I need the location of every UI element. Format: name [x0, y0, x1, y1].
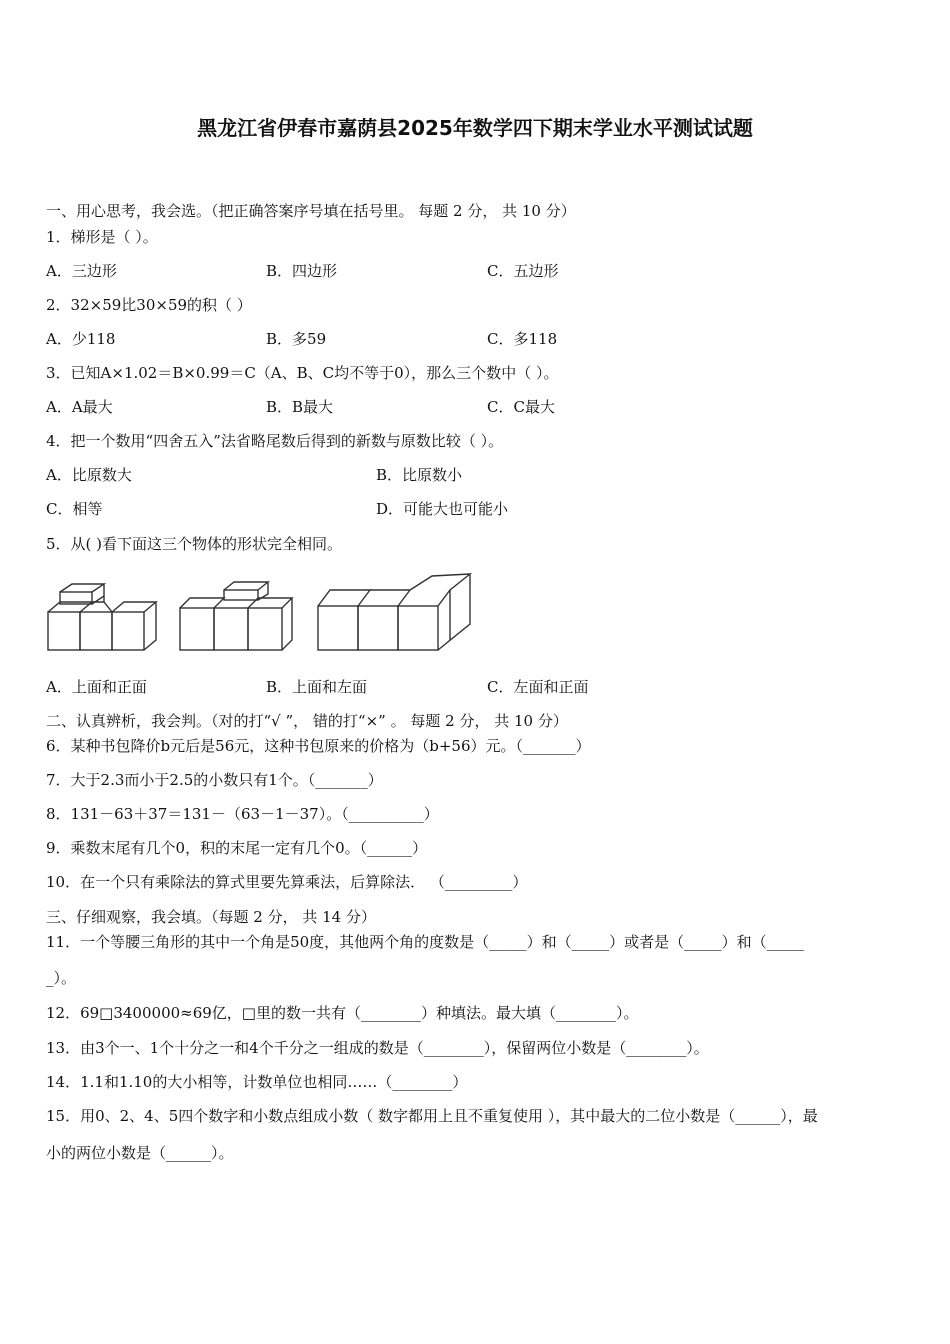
- question-5: 5．从( )看下面这三个物体的形状完全相同。: [46, 535, 343, 553]
- q2-option-a: A．少118: [46, 330, 116, 348]
- q5-option-a: A．上面和正面: [46, 678, 147, 696]
- q1-option-c: C．五边形: [487, 262, 559, 280]
- question-15-line-1: 15．用0、2、4、5四个数字和小数点组成小数（ 数字都用上且不重复使用 ），其中最大的二位小数是（______），最: [46, 1107, 818, 1125]
- q3-option-a: A．A最大: [46, 398, 113, 416]
- q4-option-a: A．比原数大: [46, 466, 132, 484]
- q4-option-c: C．相等: [46, 500, 103, 518]
- question-10: 10．在一个只有乘除法的算式里要先算乘法，后算除法． （_________）: [46, 873, 528, 891]
- q4-option-b: B．比原数小: [376, 466, 463, 484]
- q2-option-c: C．多118: [487, 330, 558, 348]
- question-2: 2．32×59比30×59的积（ ）: [46, 296, 252, 314]
- question-1: 1．梯形是（ ）。: [46, 228, 158, 246]
- section-3-heading: 三、仔细观察，我会填。（每题 2 分， 共 14 分）: [46, 908, 376, 926]
- question-15-line-2: 小的两位小数是（______）。: [46, 1144, 234, 1162]
- q4-option-d: D．可能大也可能小: [376, 500, 509, 518]
- cube-figure-1: [48, 584, 156, 650]
- question-9: 9．乘数末尾有几个0，积的末尾一定有几个0。（______）: [46, 839, 428, 857]
- q1-option-a: A．三边形: [46, 262, 117, 280]
- cube-figure-3: [318, 574, 470, 650]
- question-14: 14．1.1和1.10的大小相等，计数单位也相同……（________）: [46, 1073, 468, 1091]
- page-title: 黑龙江省伊春市嘉荫县2025年数学四下期末学业水平测试试题: [197, 116, 753, 140]
- cube-figures: [40, 566, 480, 661]
- question-11-line-1: 11．一个等腰三角形的其中一个角是50度，其他两个角的度数是（_____）和（_____）或者是（_____）和（_____: [46, 933, 805, 951]
- question-11-line-2: _）。: [46, 969, 77, 987]
- question-8: 8．131－63＋37＝131－（63－1－37）。（__________）: [46, 805, 439, 823]
- question-12: 12．69□3400000≈69亿，□里的数一共有（________）种填法。最大填（________）。: [46, 1004, 639, 1022]
- question-6: 6．某种书包降价b元后是56元，这种书包原来的价格为（b+56）元。（_______）: [46, 737, 591, 755]
- q3-option-c: C．C最大: [487, 398, 555, 416]
- section-2-heading: 二、认真辨析，我会判。（对的打“√ ”， 错的打“×” 。 每题 2 分， 共 10 分）: [46, 712, 568, 730]
- question-3: 3．已知A×1.02＝B×0.99＝C（A、B、C均不等于0），那么三个数中（ ）。: [46, 364, 559, 382]
- q5-option-b: B．上面和左面: [266, 678, 368, 696]
- section-1-heading: 一、用心思考，我会选。（把正确答案序号填在括号里。 每题 2 分， 共 10 分）: [46, 202, 576, 220]
- q2-option-b: B．多59: [266, 330, 327, 348]
- q1-option-b: B．四边形: [266, 262, 338, 280]
- q3-option-b: B．B最大: [266, 398, 334, 416]
- cube-figure-2: [180, 582, 292, 650]
- question-13: 13．由3个一、1个十分之一和4个千分之一组成的数是（________），保留两位小数是（________）。: [46, 1039, 709, 1057]
- q5-option-c: C．左面和正面: [487, 678, 589, 696]
- question-4: 4．把一个数用“四舍五入”法省略尾数后得到的新数与原数比较（ ）。: [46, 432, 504, 450]
- cube-figures-drawing: [40, 566, 480, 661]
- question-7: 7．大于2.3而小于2.5的小数只有1个。（_______）: [46, 771, 383, 789]
